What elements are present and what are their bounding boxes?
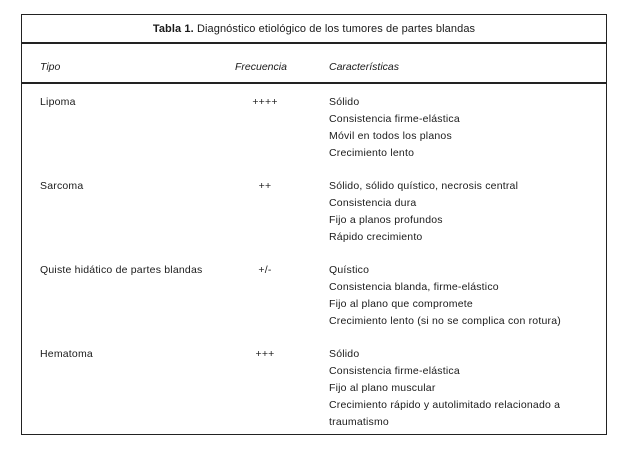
caracteristica-line: Consistencia blanda, firme-elástico xyxy=(329,281,499,293)
table-row xyxy=(22,178,606,262)
caracteristica-line: Crecimiento lento xyxy=(329,147,415,159)
table-row xyxy=(22,94,606,178)
caracteristica-line: Fijo al plano que compromete xyxy=(329,298,473,310)
caracteristica-line: Móvil en todos los planos xyxy=(329,130,452,142)
table-row xyxy=(22,262,606,346)
header-frecuencia: Frecuencia xyxy=(235,61,287,73)
caracteristica-line: Sólido, sólido quístico, necrosis central xyxy=(329,180,519,192)
caracteristica-line: Sólido xyxy=(329,348,360,360)
header-tipo: Tipo xyxy=(40,61,61,73)
caracteristica-line: Consistencia firme-elástica xyxy=(329,113,460,125)
table-title-text: Diagnóstico etiológico de los tumores de partes blandas xyxy=(196,23,476,35)
cell-caracteristicas xyxy=(329,346,591,431)
cell-tipo: Quiste hidático de partes blandas xyxy=(40,264,203,276)
cell-tipo: Hematoma xyxy=(40,348,93,360)
cell-frecuencia: +++ xyxy=(255,348,275,360)
caracteristica-line: Consistencia dura xyxy=(329,197,417,209)
table-row xyxy=(22,346,606,430)
caracteristica-line: Fijo al plano muscular xyxy=(329,382,436,394)
header-divider xyxy=(22,82,606,84)
cell-tipo: Sarcoma xyxy=(40,180,84,192)
caracteristica-line: Quístico xyxy=(329,264,370,276)
cell-caracteristicas xyxy=(329,94,591,162)
cell-caracteristicas xyxy=(329,178,591,246)
caracteristica-line: Rápido crecimiento xyxy=(329,231,423,243)
table-body xyxy=(22,94,606,430)
cell-caracteristicas xyxy=(329,262,591,330)
cell-tipo: Lipoma xyxy=(40,96,76,108)
cell-frecuencia: ++++ xyxy=(252,96,278,108)
cell-frecuencia: ++ xyxy=(258,180,272,192)
table-title xyxy=(22,15,606,44)
caracteristica-line: Sólido xyxy=(329,96,360,108)
header-caracteristicas: Características xyxy=(329,61,400,73)
table-title-label: Tabla 1. xyxy=(152,23,194,35)
caracteristica-line: Crecimiento rápido y autolimitado relacionado a traumatismo xyxy=(329,399,561,428)
table-frame xyxy=(21,14,607,435)
cell-frecuencia: +/- xyxy=(258,264,272,276)
caracteristica-line: Fijo a planos profundos xyxy=(329,214,443,226)
caracteristica-line: Crecimiento lento (si no se complica con rotura) xyxy=(329,315,561,327)
caracteristica-line: Consistencia firme-elástica xyxy=(329,365,460,377)
